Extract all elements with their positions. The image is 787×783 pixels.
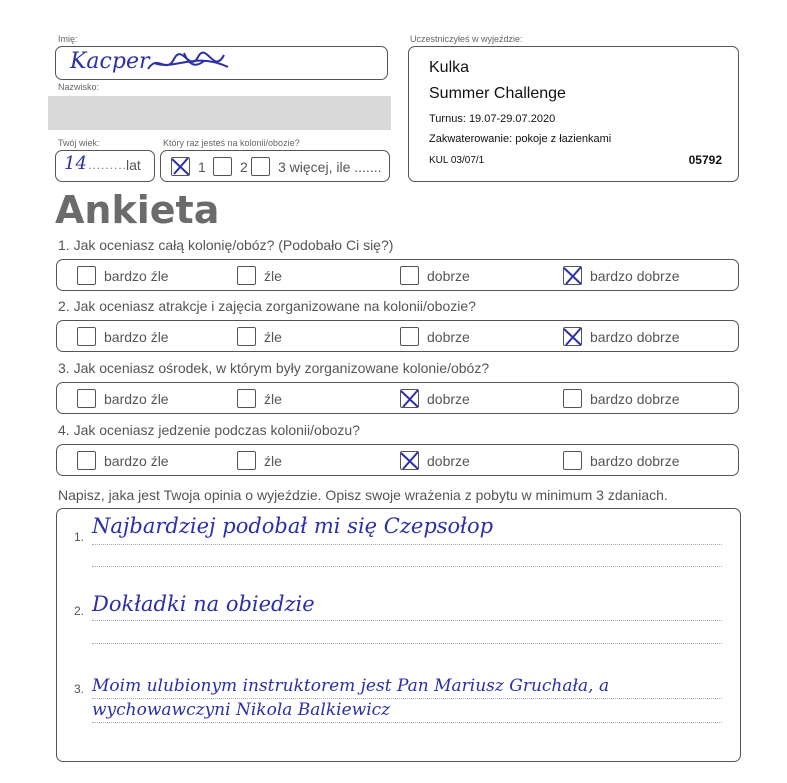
opinion-box[interactable] (56, 508, 741, 762)
trip-code: KUL 03/07/1 (429, 155, 485, 166)
checkbox[interactable] (400, 266, 419, 285)
answer-number-1: 1. (74, 530, 85, 544)
question-4-text: 4. Jak oceniasz jedzenie podczas kolonii/obozu? (58, 422, 360, 438)
trip-name: Kulka (429, 59, 470, 76)
question-2-options (56, 320, 739, 352)
option-label: bardzo źle (104, 328, 169, 345)
option-label: bardzo dobrze (590, 328, 680, 345)
question-1-option-4[interactable] (563, 266, 680, 285)
question-2-option-2[interactable] (237, 327, 282, 346)
checkbox[interactable] (77, 327, 96, 346)
checkbox[interactable] (237, 451, 256, 470)
option-label: bardzo źle (104, 267, 169, 284)
trip-turnus: Turnus: 19.07-29.07.2020 (429, 113, 556, 125)
question-1-option-2[interactable] (237, 266, 282, 285)
checkbox[interactable] (563, 389, 582, 408)
option-label: bardzo źle (104, 390, 169, 407)
check-mark-icon (561, 264, 584, 287)
checkbox[interactable] (237, 327, 256, 346)
check-mark-icon (398, 387, 421, 410)
checkbox[interactable] (400, 451, 419, 470)
question-3-option-2[interactable] (237, 389, 282, 408)
surname-label: Nazwisko: (58, 82, 100, 92)
option-label: bardzo dobrze (590, 267, 680, 284)
question-2-option-3[interactable] (400, 327, 470, 346)
answer-line (92, 722, 722, 723)
age-label: Twój wiek: (58, 138, 100, 148)
question-4-option-1[interactable] (77, 451, 169, 470)
option-label: dobrze (427, 452, 470, 469)
question-4-option-4[interactable] (563, 451, 680, 470)
option-label: źle (264, 452, 282, 469)
option-label: źle (264, 267, 282, 284)
checkbox[interactable] (237, 389, 256, 408)
checkbox[interactable] (563, 451, 582, 470)
checkbox[interactable] (563, 327, 582, 346)
answer-1: Najbardziej podobał mi się Czepsołop (92, 514, 494, 538)
which-time-option-2[interactable]: 2 (213, 157, 248, 176)
option-label: dobrze (427, 390, 470, 407)
option-label: bardzo dobrze (590, 390, 680, 407)
answer-line (92, 643, 722, 644)
checkbox[interactable] (77, 451, 96, 470)
question-1-option-1[interactable] (77, 266, 169, 285)
checkbox[interactable] (213, 157, 232, 176)
age-unit: lat (126, 157, 141, 173)
checkbox[interactable] (400, 327, 419, 346)
checkbox[interactable] (77, 389, 96, 408)
checkbox[interactable] (171, 157, 190, 176)
question-2-option-1[interactable] (77, 327, 169, 346)
checkbox[interactable] (237, 266, 256, 285)
question-4-option-3[interactable] (400, 451, 470, 470)
opinion-prompt: Napisz, jaka jest Twoja opinia o wyjeździe. Opisz swoje wrażenia z pobytu w minimum 3 zdaniach. (58, 487, 668, 503)
surname-redaction (48, 96, 391, 130)
answer-line (92, 544, 722, 545)
age-field[interactable] (55, 150, 155, 182)
which-time-option-1[interactable]: 1 (171, 157, 206, 176)
question-4-option-2[interactable] (237, 451, 282, 470)
answer-line (92, 698, 722, 699)
question-3-option-1[interactable] (77, 389, 169, 408)
trip-program: Summer Challenge (429, 85, 566, 102)
checkbox[interactable] (400, 389, 419, 408)
option-label: dobrze (427, 267, 470, 284)
age-dots: ......... (88, 158, 128, 172)
checkbox[interactable] (251, 157, 270, 176)
answer-number-3: 3. (74, 682, 85, 696)
checkbox[interactable] (563, 266, 582, 285)
check-mark-icon (561, 325, 584, 348)
question-2-text: 2. Jak oceniasz atrakcje i zajęcia zorganizowane na kolonii/obozie? (58, 298, 476, 314)
answer-line (92, 620, 722, 621)
question-3-option-3[interactable] (400, 389, 470, 408)
check-mark-icon (169, 155, 192, 178)
question-3-option-4[interactable] (563, 389, 680, 408)
which-time-label: Który raz jesteś na kolonii/obozie? (163, 138, 300, 148)
option-label: bardzo dobrze (590, 452, 680, 469)
age-value: 14 (64, 153, 87, 174)
scribble-strikeout (144, 49, 234, 77)
option-label: źle (264, 328, 282, 345)
name-label: Imię: (58, 34, 78, 44)
trip-number: 05792 (688, 153, 722, 167)
question-1-text: 1. Jak oceniasz całą kolonię/obóz? (Podobało Ci się?) (58, 237, 394, 253)
question-1-options (56, 259, 739, 291)
question-3-text: 3. Jak oceniasz ośrodek, w którym były zorganizowane kolonie/obóz? (58, 360, 490, 376)
answer-3: Moim ulubionym instruktorem jest Pan Mariusz Gruchała, a wychowawczyni Nikola Balkiewicz (92, 676, 610, 720)
question-3-options (56, 382, 739, 414)
trip-label: Uczestniczyłeś w wyjeździe: (410, 34, 523, 44)
answer-2: Dokładki na obiedzie (92, 592, 315, 616)
which-time-field (160, 150, 390, 182)
option-label: bardzo źle (104, 452, 169, 469)
option-label: dobrze (427, 328, 470, 345)
name-field[interactable] (55, 46, 388, 80)
answer-line (92, 566, 722, 567)
name-value: Kacper (70, 49, 150, 74)
which-time-option-3[interactable]: 3 więcej, ile ....... (251, 157, 381, 176)
trip-info-box (408, 46, 739, 182)
answer-number-2: 2. (74, 604, 85, 618)
checkbox[interactable] (77, 266, 96, 285)
question-1-option-3[interactable] (400, 266, 470, 285)
question-2-option-4[interactable] (563, 327, 680, 346)
check-mark-icon (398, 449, 421, 472)
page-title: Ankieta (55, 188, 220, 232)
option-label: źle (264, 390, 282, 407)
trip-accommodation: Zakwaterowanie: pokoje z łazienkami (429, 133, 612, 145)
question-4-options (56, 444, 739, 476)
